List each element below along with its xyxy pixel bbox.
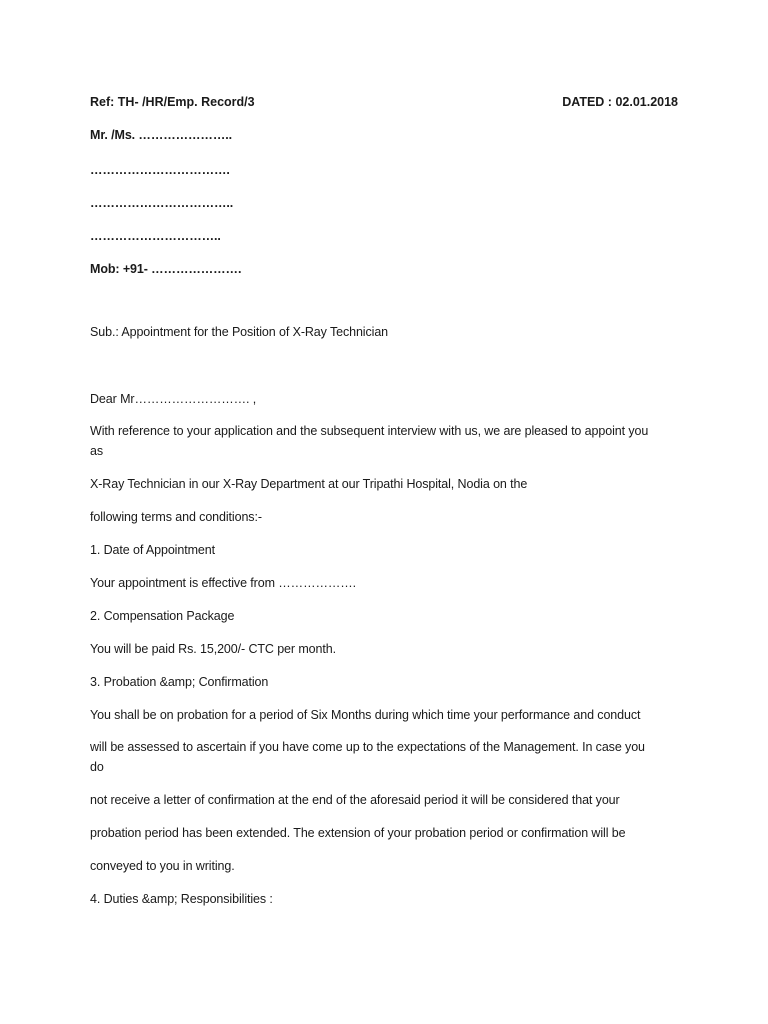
section-2-heading: 2. Compensation Package	[90, 609, 235, 623]
letter-header	[90, 93, 678, 111]
section-3-paragraph-line-2: will be assessed to ascertain if you have come up to the expectations of the Management. In case you	[90, 740, 645, 754]
section-3-paragraph-line-5: conveyed to you in writing.	[90, 859, 235, 873]
reference-number: Ref: TH- /HR/Emp. Record/3	[90, 95, 255, 109]
recipient-address-line-2: ……………………………..	[90, 196, 234, 210]
letter-subject: Sub.: Appointment for the Position of X-Ray Technician	[90, 325, 389, 339]
intro-paragraph-line-3: following terms and conditions:-	[90, 510, 262, 524]
section-4-heading: 4. Duties &amp; Responsibilities :	[90, 892, 273, 906]
section-1-text: Your appointment is effective from ……………….	[90, 576, 357, 590]
section-3-paragraph-line-4: probation period has been extended. The extension of your probation period or confirmation will be	[90, 826, 626, 840]
intro-paragraph-line-1-wrap: as	[90, 444, 104, 458]
intro-paragraph-line-1: With reference to your application and the subsequent interview with us, we are pleased to appoint you	[90, 424, 649, 438]
recipient-mobile: Mob: +91- ………………….	[90, 262, 242, 276]
salutation: Dear Mr………………………. ,	[90, 392, 257, 406]
recipient-address-line-1: …………………………….	[90, 163, 230, 177]
recipient-address-line-3: …………………………..	[90, 229, 221, 243]
intro-paragraph-line-2: X-Ray Technician in our X-Ray Department at our Tripathi Hospital, Nodia on the	[90, 477, 528, 491]
section-3-paragraph-line-3: not receive a letter of confirmation at the end of the aforesaid period it will be considered that your	[90, 793, 620, 807]
recipient-name: Mr. /Ms. …………………..	[90, 128, 232, 142]
section-2-text: You will be paid Rs. 15,200/- CTC per month.	[90, 642, 336, 656]
section-3-heading: 3. Probation &amp; Confirmation	[90, 675, 269, 689]
letter-date: DATED : 02.01.2018	[562, 95, 678, 109]
section-3-paragraph-line-1: You shall be on probation for a period of Six Months during which time your performance and conduct	[90, 708, 641, 722]
section-1-heading: 1. Date of Appointment	[90, 543, 215, 557]
section-3-paragraph-line-2-wrap: do	[90, 760, 104, 774]
